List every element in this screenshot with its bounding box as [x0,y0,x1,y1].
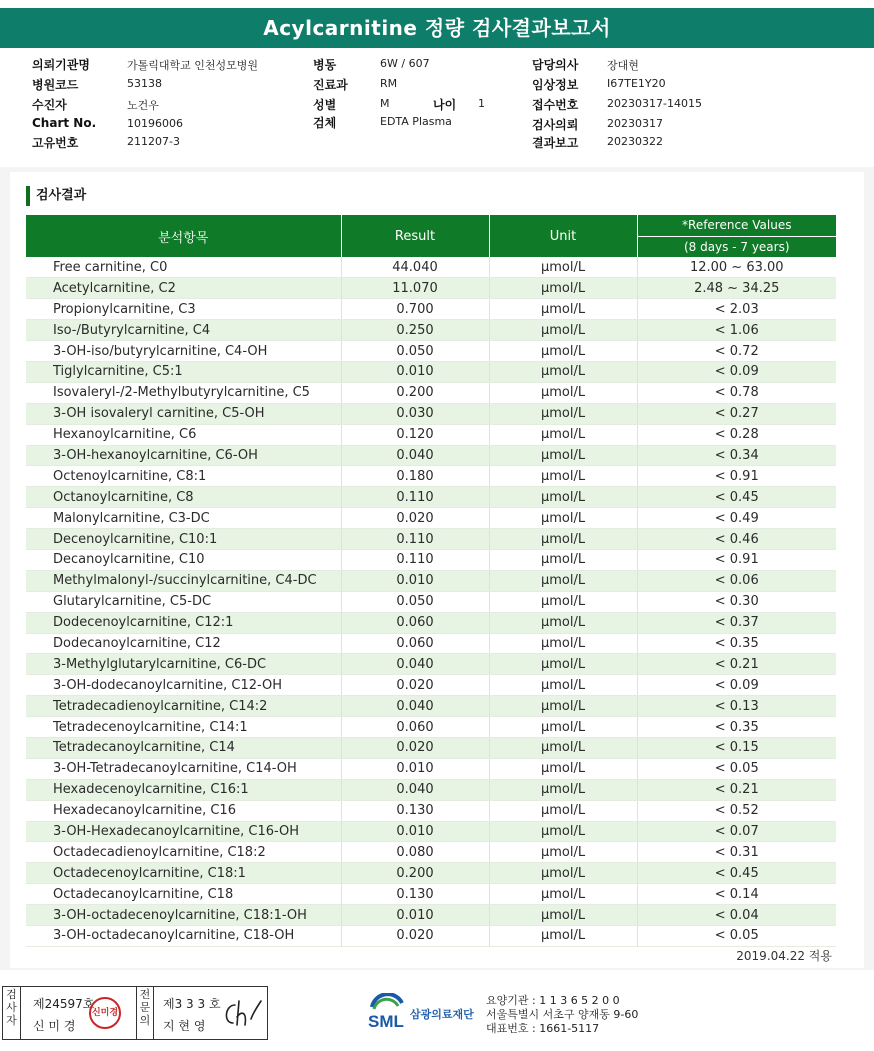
reference-value: < 0.52 [637,800,836,821]
table-row [26,487,836,508]
unit-value: µmol/L [489,591,637,612]
reference-value: < 0.31 [637,842,836,863]
reference-value: < 0.14 [637,884,836,905]
unit-value: µmol/L [489,737,637,758]
table-row [26,257,836,278]
analyte-name: Tiglylcarnitine, C5:1 [26,361,341,382]
table-row [26,821,836,842]
dept-label: 진료과 [313,78,348,92]
result-value: 0.250 [341,320,489,341]
analyte-name: Dodecenoylcarnitine, C12:1 [26,612,341,633]
table-row [26,529,836,550]
section-title: 검사결과 [26,186,86,206]
col-header-item: 분석항목 [26,215,341,257]
reference-value: < 0.46 [637,529,836,550]
specialist-signature [221,997,265,1031]
tester-label: 검 사 자 [3,987,21,1039]
patient-value: 노건우 [127,99,159,112]
reference-value: < 0.13 [637,696,836,717]
analyte-name: Isovaleryl-/2-Methylbutyrylcarnitine, C5 [26,382,341,403]
chart-no-label: Chart No. [32,116,97,130]
reference-value: 12.00 ~ 63.00 [637,257,836,278]
analyte-name: Iso-/Butyrylcarnitine, C4 [26,320,341,341]
reference-value: < 0.09 [637,361,836,382]
table-row [26,926,836,947]
unit-value: µmol/L [489,863,637,884]
age-value: 1 [478,97,485,110]
unit-value: µmol/L [489,696,637,717]
reference-value: < 0.04 [637,905,836,926]
tester-license: 제24597호 [33,997,95,1011]
reference-value: < 0.09 [637,675,836,696]
analyte-name: 3-OH-iso/butyrylcarnitine, C4-OH [26,341,341,362]
result-value: 0.120 [341,424,489,445]
unit-value: µmol/L [489,549,637,570]
analyte-name: Decenoylcarnitine, C10:1 [26,529,341,550]
receipt-label: 접수번호 [532,98,579,112]
reference-value: < 0.05 [637,926,836,947]
analyte-name: Free carnitine, C0 [26,257,341,278]
table-row [26,717,836,738]
ward-value: 6W / 607 [380,57,430,70]
company-address: 서울특별시 서초구 양재동 9-60 [486,1008,639,1021]
unique-no-value: 211207-3 [127,135,180,148]
analyte-name: Hexadecanoylcarnitine, C16 [26,800,341,821]
reference-value: < 0.45 [637,863,836,884]
specialist-license: 제3 3 3 호 [163,997,221,1011]
analyte-name: 3-OH-Hexadecanoylcarnitine, C16-OH [26,821,341,842]
table-row [26,570,836,591]
result-value: 0.110 [341,529,489,550]
col-header-reference: *Reference Values [637,215,836,236]
table-row [26,654,836,675]
specimen-value: EDTA Plasma [380,115,452,128]
ward-label: 병동 [313,58,337,72]
specialist-name: 지 현 영 [163,1019,206,1033]
patient-label: 수진자 [32,98,67,112]
unit-value: µmol/L [489,654,637,675]
result-value: 0.020 [341,675,489,696]
table-row [26,696,836,717]
unit-value: µmol/L [489,341,637,362]
reference-value: < 0.07 [637,821,836,842]
table-row [26,403,836,424]
reference-value: < 0.78 [637,382,836,403]
result-value: 0.060 [341,612,489,633]
table-row [26,278,836,299]
result-value: 0.010 [341,758,489,779]
unit-value: µmol/L [489,612,637,633]
analyte-name: Tetradecadienoylcarnitine, C14:2 [26,696,341,717]
reference-value: < 0.45 [637,487,836,508]
result-value: 0.040 [341,445,489,466]
analyte-name: Octadecanoylcarnitine, C18 [26,884,341,905]
reference-value: < 0.35 [637,633,836,654]
reference-value: < 0.21 [637,654,836,675]
result-value: 0.050 [341,341,489,362]
result-value: 0.020 [341,926,489,947]
hospital-code-value: 53138 [127,77,162,90]
result-value: 0.010 [341,570,489,591]
result-value: 0.080 [341,842,489,863]
sml-logo-text: SML [368,1012,404,1031]
col-header-reference-range: (8 days - 7 years) [637,236,836,257]
table-row [26,633,836,654]
table-row [26,508,836,529]
analyte-name: 3-Methylglutarylcarnitine, C6-DC [26,654,341,675]
table-row [26,382,836,403]
col-header-unit: Unit [489,215,637,257]
unit-value: µmol/L [489,487,637,508]
analyte-name: Glutarylcarnitine, C5-DC [26,591,341,612]
analyte-name: Hexadecenoylcarnitine, C16:1 [26,779,341,800]
analyte-name: 3-OH-hexanoylcarnitine, C6-OH [26,445,341,466]
table-row [26,737,836,758]
result-value: 0.020 [341,508,489,529]
reference-value: < 2.03 [637,299,836,320]
reference-value: < 0.30 [637,591,836,612]
unit-value: µmol/L [489,926,637,947]
table-row [26,424,836,445]
result-value: 0.700 [341,299,489,320]
analyte-name: 3-OH isovaleryl carnitine, C5-OH [26,403,341,424]
sex-label: 성별 [313,98,337,112]
table-row [26,299,836,320]
report-date-value: 20230322 [607,135,663,148]
reference-value: 2.48 ~ 34.25 [637,278,836,299]
result-value: 0.030 [341,403,489,424]
result-value: 0.200 [341,863,489,884]
unit-value: µmol/L [489,675,637,696]
applied-date-note: 2019.04.22 적용 [736,949,832,963]
analyte-name: Dodecanoylcarnitine, C12 [26,633,341,654]
reference-value: < 0.72 [637,341,836,362]
result-value: 0.010 [341,361,489,382]
result-value: 0.110 [341,487,489,508]
unit-value: µmol/L [489,257,637,278]
unit-value: µmol/L [489,717,637,738]
result-value: 0.060 [341,633,489,654]
table-row [26,884,836,905]
result-value: 0.010 [341,905,489,926]
unit-value: µmol/L [489,529,637,550]
analyte-name: Octadecadienoylcarnitine, C18:2 [26,842,341,863]
result-value: 44.040 [341,257,489,278]
table-row [26,863,836,884]
clinical-value: I67TE1Y20 [607,77,666,90]
unit-value: µmol/L [489,424,637,445]
results-table [26,215,836,947]
unit-value: µmol/L [489,821,637,842]
doctor-value: 장대현 [607,59,639,72]
specimen-label: 검체 [313,116,337,130]
analyte-name: 3-OH-Tetradecanoylcarnitine, C14-OH [26,758,341,779]
result-value: 11.070 [341,278,489,299]
table-row [26,361,836,382]
institution-code: 요양기관 : 1 1 3 6 5 2 0 0 [486,994,620,1007]
result-value: 0.010 [341,821,489,842]
signature-box [2,986,268,1040]
result-value: 0.050 [341,591,489,612]
reference-value: < 0.05 [637,758,836,779]
unit-value: µmol/L [489,278,637,299]
reference-value: < 0.28 [637,424,836,445]
reference-value: < 0.15 [637,737,836,758]
unit-value: µmol/L [489,361,637,382]
unit-value: µmol/L [489,445,637,466]
table-row [26,466,836,487]
company-phone: 대표번호 : 1661-5117 [486,1022,600,1035]
receipt-value: 20230317-14015 [607,97,702,110]
institution-label: 의뢰기관명 [32,58,90,72]
tester-name: 신 미 경 [33,1019,76,1033]
unit-value: µmol/L [489,299,637,320]
col-header-result: Result [341,215,489,257]
analyte-name: Decanoylcarnitine, C10 [26,549,341,570]
sex-value: M [380,97,390,110]
analyte-name: Octanoylcarnitine, C8 [26,487,341,508]
tester-seal: 신미경 [89,997,121,1029]
report-footer [0,976,874,1051]
reference-value: < 0.21 [637,779,836,800]
chart-no-value: 10196006 [127,117,183,130]
unit-value: µmol/L [489,884,637,905]
reference-value: < 0.91 [637,466,836,487]
result-value: 0.020 [341,737,489,758]
result-value: 0.040 [341,654,489,675]
unit-value: µmol/L [489,403,637,424]
analyte-name: 3-OH-dodecanoylcarnitine, C12-OH [26,675,341,696]
reference-value: < 0.35 [637,717,836,738]
result-value: 0.180 [341,466,489,487]
age-label: 나이 [433,98,457,112]
analyte-name: Acetylcarnitine, C2 [26,278,341,299]
table-row [26,842,836,863]
unit-value: µmol/L [489,842,637,863]
reference-value: < 0.34 [637,445,836,466]
reference-value: < 1.06 [637,320,836,341]
result-value: 0.060 [341,717,489,738]
company-name: 삼광의료재단 [410,1008,474,1021]
unit-value: µmol/L [489,633,637,654]
institution-value: 가톨릭대학교 인천성모병원 [127,59,259,72]
result-rows [26,257,836,946]
analyte-name: Octenoylcarnitine, C8:1 [26,466,341,487]
request-value: 20230317 [607,117,663,130]
result-value: 0.040 [341,779,489,800]
request-label: 검사의뢰 [532,118,579,132]
reference-value: < 0.37 [637,612,836,633]
analyte-name: Malonylcarnitine, C3-DC [26,508,341,529]
analyte-name: Hexanoylcarnitine, C6 [26,424,341,445]
table-row [26,445,836,466]
report-title: Acylcarnitine 정량 검사결과보고서 [0,8,874,48]
unit-value: µmol/L [489,320,637,341]
specialist-label: 전 문 의 [136,987,154,1039]
unit-value: µmol/L [489,779,637,800]
doctor-label: 담당의사 [532,58,579,72]
analyte-name: Methylmalonyl-/succinylcarnitine, C4-DC [26,570,341,591]
table-row [26,800,836,821]
table-row [26,549,836,570]
table-row [26,758,836,779]
analyte-name: Octadecenoylcarnitine, C18:1 [26,863,341,884]
table-row [26,320,836,341]
dept-value: RM [380,77,398,90]
table-row [26,591,836,612]
analyte-name: Propionylcarnitine, C3 [26,299,341,320]
reference-value: < 0.06 [637,570,836,591]
unit-value: µmol/L [489,570,637,591]
unit-value: µmol/L [489,800,637,821]
clinical-label: 임상정보 [532,78,579,92]
analyte-name: 3-OH-octadecenoylcarnitine, C18:1-OH [26,905,341,926]
hospital-code-label: 병원코드 [32,78,79,92]
result-value: 0.130 [341,800,489,821]
company-info [486,994,638,1036]
analyte-name: Tetradecenoylcarnitine, C14:1 [26,717,341,738]
result-value: 0.110 [341,549,489,570]
analyte-name: Tetradecanoylcarnitine, C14 [26,737,341,758]
unit-value: µmol/L [489,758,637,779]
unit-value: µmol/L [489,905,637,926]
table-row [26,612,836,633]
table-row [26,341,836,362]
report-info [0,52,874,164]
reference-value: < 0.91 [637,549,836,570]
table-row [26,905,836,926]
reference-value: < 0.49 [637,508,836,529]
table-row [26,779,836,800]
report-date-label: 결과보고 [532,136,579,150]
unit-value: µmol/L [489,382,637,403]
result-value: 0.200 [341,382,489,403]
result-value: 0.130 [341,884,489,905]
analyte-name: 3-OH-octadecanoylcarnitine, C18-OH [26,926,341,947]
result-value: 0.040 [341,696,489,717]
unit-value: µmol/L [489,466,637,487]
unique-no-label: 고유번호 [32,136,79,150]
table-row [26,675,836,696]
unit-value: µmol/L [489,508,637,529]
reference-value: < 0.27 [637,403,836,424]
